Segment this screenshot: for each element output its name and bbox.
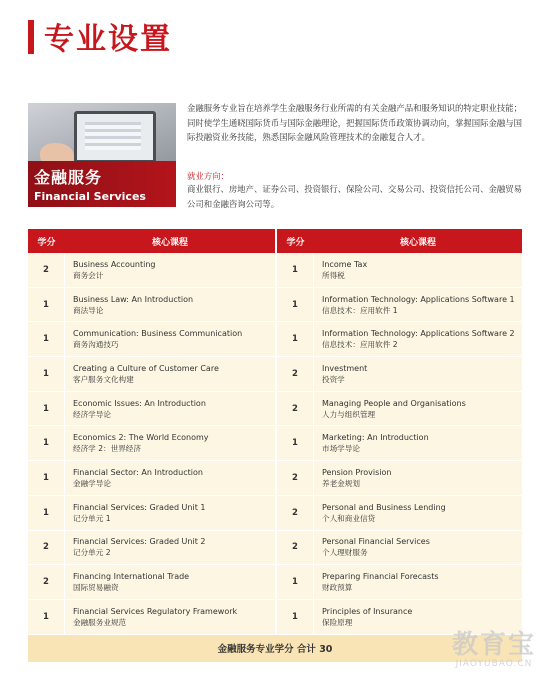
- course-cell: [65, 253, 275, 287]
- course-cell: [65, 357, 275, 391]
- course-name-en: Business Law: An Introduction: [73, 294, 194, 304]
- course-name-zh: 所得税: [322, 270, 345, 280]
- course-cell: [65, 461, 275, 495]
- table-row: [28, 357, 522, 392]
- course-name-zh: 国际贸易融资: [73, 583, 119, 593]
- hero-title-cn: 金融服务: [34, 168, 103, 187]
- course-name-en: Personal and Business Lending: [322, 502, 446, 512]
- credit-cell: 1: [277, 253, 314, 287]
- hero-title-en: Financial Services: [34, 190, 146, 203]
- course-name-zh: 个人和商业信贷: [322, 513, 376, 523]
- course-cell: [314, 426, 522, 460]
- watermark-en: JIAOYUBAO.CN: [455, 659, 533, 669]
- hero-label: [28, 161, 176, 207]
- course-cell: [314, 461, 522, 495]
- table-row: [28, 322, 522, 357]
- course-name-zh: 保险原理: [322, 617, 353, 627]
- course-table: [28, 229, 522, 662]
- course-name-zh: 信息技术：应用软件 2: [322, 340, 398, 350]
- course-name-zh: 经济学导论: [73, 409, 111, 419]
- course-name-zh: 商务沟通技巧: [73, 340, 119, 350]
- course-name-zh: 金融学导论: [73, 478, 111, 488]
- employment-title: 就业方向：: [187, 171, 229, 181]
- credit-cell: 2: [28, 253, 65, 287]
- laptop-illustration: [74, 111, 156, 163]
- credit-cell: 1: [28, 288, 65, 322]
- credit-cell: 1: [28, 496, 65, 530]
- credit-cell: 1: [28, 322, 65, 356]
- table-row: [28, 600, 522, 635]
- header-credit-left: 学分: [37, 237, 56, 248]
- header-course-right: 核心课程: [399, 237, 436, 248]
- course-name-en: Financial Services: Graded Unit 1: [73, 502, 206, 512]
- course-name-zh: 记分单元 1: [73, 513, 111, 523]
- course-name-en: Economic Issues: An Introduction: [73, 398, 206, 408]
- credit-cell: 2: [28, 531, 65, 565]
- credit-cell: 1: [28, 600, 65, 634]
- course-cell: [65, 496, 275, 530]
- course-name-zh: 经济学 2：世界经济: [73, 444, 141, 454]
- total-credits: 金融服务专业学分 合计 30: [28, 635, 522, 662]
- course-name-zh: 客户服务文化构建: [73, 374, 134, 384]
- table-header: [28, 229, 522, 253]
- credit-cell: 1: [277, 288, 314, 322]
- course-name-en: Preparing Financial Forecasts: [322, 572, 439, 582]
- header-course-left: 核心课程: [151, 237, 188, 248]
- course-name-zh: 市场学导论: [322, 444, 360, 454]
- credit-cell: 2: [277, 496, 314, 530]
- course-cell: [65, 322, 275, 356]
- hero-image: [28, 103, 176, 207]
- credit-cell: 1: [28, 426, 65, 460]
- course-cell: [65, 565, 275, 599]
- table-row: [28, 426, 522, 461]
- credit-cell: 1: [28, 461, 65, 495]
- credit-cell: 2: [277, 357, 314, 391]
- course-name-zh: 商法导论: [73, 305, 104, 315]
- employment-text: 商业银行、房地产、证券公司、投资银行、保险公司、交易公司、投资信托公司、金融贸易公司和金融咨询公司等。: [187, 184, 522, 209]
- course-name-en: Creating a Culture of Customer Care: [73, 363, 219, 373]
- course-name-en: Financial Sector: An Introduction: [73, 467, 203, 477]
- course-name-en: Economics 2: The World Economy: [73, 433, 209, 443]
- course-name-zh: 人力与组织管理: [322, 409, 376, 419]
- course-name-en: Investment: [322, 363, 368, 373]
- course-name-zh: 商务会计: [73, 270, 104, 280]
- course-cell: [314, 288, 522, 322]
- course-cell: [314, 565, 522, 599]
- credit-cell: 1: [277, 322, 314, 356]
- header-credit-right: 学分: [286, 237, 305, 248]
- course-cell: [314, 253, 522, 287]
- course-cell: [65, 426, 275, 460]
- course-name-zh: 信息技术：应用软件 1: [322, 305, 398, 315]
- course-cell: [314, 357, 522, 391]
- page-title: 专业设置: [44, 22, 172, 57]
- course-name-en: Pension Provision: [322, 467, 392, 477]
- credit-cell: 1: [277, 565, 314, 599]
- credit-cell: 2: [277, 461, 314, 495]
- course-name-en: Information Technology: Applications Software 2: [322, 329, 515, 339]
- course-name-en: Communication: Business Communication: [73, 329, 243, 339]
- table-row: [28, 531, 522, 566]
- course-cell: [314, 322, 522, 356]
- course-name-en: Income Tax: [322, 259, 368, 269]
- course-name-zh: 记分单元 2: [73, 548, 111, 558]
- course-name-en: Principles of Insurance: [322, 606, 413, 616]
- table-row: [28, 461, 522, 496]
- course-name-en: Managing People and Organisations: [322, 398, 466, 408]
- title-accent-bar: [28, 20, 34, 54]
- course-name-zh: 财政预算: [322, 583, 353, 593]
- credit-cell: 2: [277, 392, 314, 426]
- credit-cell: 1: [28, 357, 65, 391]
- watermark-cn: 教育宝: [451, 630, 536, 660]
- table-row: [28, 253, 522, 288]
- course-name-zh: 投资学: [322, 374, 345, 384]
- course-name-en: Marketing: An Introduction: [322, 433, 429, 443]
- table-row: [28, 496, 522, 531]
- credit-cell: 1: [277, 426, 314, 460]
- course-name-zh: 个人理财服务: [322, 548, 368, 558]
- course-name-en: Business Accounting: [73, 259, 156, 269]
- course-cell: [65, 288, 275, 322]
- table-row: [28, 392, 522, 427]
- table-row: [28, 565, 522, 600]
- course-cell: [314, 531, 522, 565]
- course-name-zh: 养老金规划: [322, 478, 360, 488]
- course-cell: [314, 496, 522, 530]
- table-row: [28, 288, 522, 323]
- course-name-zh: 金融服务业规范: [73, 617, 127, 627]
- table-body: [28, 253, 522, 635]
- course-cell: [314, 392, 522, 426]
- course-cell: [65, 600, 275, 634]
- course-name-en: Financial Services: Graded Unit 2: [73, 537, 206, 547]
- course-name-en: Financing International Trade: [73, 572, 190, 582]
- course-cell: [65, 392, 275, 426]
- course-name-en: Information Technology: Applications Software 1: [322, 294, 515, 304]
- course-cell: [65, 531, 275, 565]
- course-name-en: Financial Services Regulatory Framework: [73, 606, 238, 616]
- credit-cell: 1: [28, 392, 65, 426]
- watermark-logo: [452, 624, 536, 669]
- credit-cell: 2: [28, 565, 65, 599]
- course-name-en: Personal Financial Services: [322, 537, 430, 547]
- credit-cell: 1: [277, 600, 314, 634]
- program-intro: 金融服务专业旨在培养学生金融服务行业所需的有关金融产品和服务知识的特定职业技能；同时使学生通晓国际货币与国际金融理论，把握国际货币政策协调动向，掌握国际金融与国际投融资业务技能，熟悉国际金融风险管理技术的金融复合人才。: [187, 103, 522, 143]
- credit-cell: 2: [277, 531, 314, 565]
